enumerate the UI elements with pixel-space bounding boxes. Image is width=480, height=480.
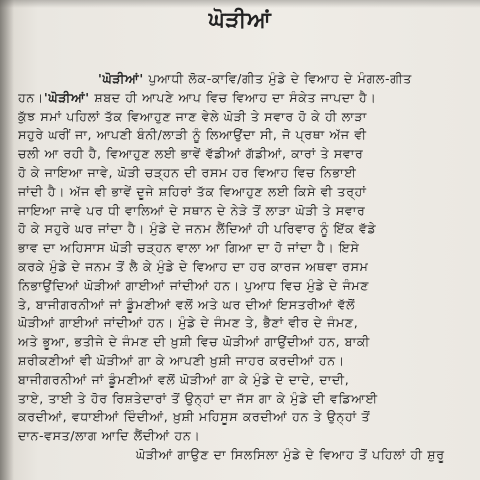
paragraph-line: ਹੋ ਕੇ ਸਹੁਰੇ ਘਰ ਜਾਂਦਾ ਹੈ। ਮੁੰਡੇ ਦੇ ਜਨਮ ਲੈਂਦਿਆਂ ਹੀ ਪਰਿਵਾਰ ਨੂੰ ਇੱਕ ਵੱਡੇ: [18, 221, 377, 237]
body-text: [18, 70, 466, 465]
paragraph-line: ਕਰਦੀਆਂ, ਵਧਾਈਆਂ ਦਿੰਦੀਆਂ, ਖ਼ੁਸ਼ੀ ਮਹਿਸੂਸ ਕਰਦੀਆਂ ਹਨ ਤੇ ਉਨ੍ਹਾਂ ਤੋਂ: [18, 409, 371, 425]
paragraph-line: [18, 89, 466, 108]
paragraph-line: ਤੇ, ਬਾਜੀਗਰਨੀਆਂ ਜਾਂ ਡੂੰਮਣੀਆਂ ਵਲੋਂ ਅਤੇ ਘਰ ਦੀਆਂ ਇਸਤਰੀਆਂ ਵੱਲੋਂ: [18, 296, 356, 312]
bold-term: 'ਘੋੜੀਆਂ': [43, 89, 90, 105]
paragraph-line: ਅਤੇ ਭੂਆ, ਭਤੀਜੇ ਦੇ ਜੰਮਣ ਦੀ ਖ਼ੁਸ਼ੀ ਵਿਚ ਘੋੜੀਆਂ ਗਾਉਂਦੀਆਂ ਹਨ, ਬਾਕੀ: [18, 334, 370, 350]
page-gutter-shadow: [0, 0, 14, 480]
paragraph-line: ਕੁੱਝ ਸਮਾਂ ਪਹਿਲਾਂ ਤੱਕ ਵਿਆਹੁਣ ਜਾਣ ਵੇਲੇ ਘੋੜੀ ਤੇ ਸਵਾਰ ਹੋ ਕੇ ਹੀ ਲਾੜਾ: [18, 108, 367, 124]
paragraph-line: ਤਾਏ, ਤਾਈ ਤੇ ਹੋਰ ਰਿਸ਼ਤੇਦਾਰਾਂ ਤੋਂ ਉਨ੍ਹਾਂ ਦਾ ਜੱਸ ਗਾ ਕੇ ਮੁੰਡੇ ਦੀ ਵਡਿਆਈ: [18, 390, 378, 406]
paragraph-line: ਹੋ ਕੇ ਜਾਇਆ ਜਾਵੇ, ਘੋੜੀ ਚੜ੍ਹਨ ਦੀ ਰਸਮ ਹਰ ਵਿਆਹ ਵਿਚ ਨਿਭਾਈ: [18, 164, 357, 180]
paragraph-line: ਘੋੜੀਆਂ ਗਾਈਆਂ ਜਾਂਦੀਆਂ ਹਨ। ਮੁੰਡੇ ਦੇ ਜੰਮਣ ਤੇ, ਭੈਣਾਂ ਵੀਰ ਦੇ ਜੰਮਣ,: [18, 315, 359, 331]
paragraph-line: ਕਰਕੇ ਮੁੰਡੇ ਦੇ ਜਨਮ ਤੋਂ ਲੈ ਕੇ ਮੁੰਡੇ ਦੇ ਵਿਆਹ ਦਾ ਹਰ ਕਾਰਜ ਅਥਵਾ ਰਸਮ: [18, 258, 369, 274]
page-top-shadow: [0, 0, 480, 8]
line-text: ਪੁਆਧੀ ਲੋਕ-ਕਾਵਿ/ਗੀਤ ਮੁੰਡੇ ਦੇ ਵਿਆਹ ਦੇ ਮੰਗਲ-ਗੀਤ: [148, 71, 412, 86]
line-text: ਹਨ।: [18, 89, 44, 105]
paragraph-line: [18, 70, 466, 89]
line-text: ਸ਼ਬਦ ਹੀ ਆਪਣੇ ਆਪ ਵਿਚ ਵਿਆਹ ਦਾ ਸੰਕੇਤ ਜਾਪਦਾ ਹੈ।: [94, 89, 377, 105]
paragraph-line: ਭਾਵ ਦਾ ਅਹਿਸਾਸ ਘੋੜੀ ਚੜ੍ਹਨ ਵਾਲਾ ਆ ਗਿਆ ਦਾ ਹੋ ਜਾਂਦਾ ਹੈ। ਇਸੇ: [18, 240, 360, 256]
paragraph-line: ਚਲੀ ਆ ਰਹੀ ਹੈ, ਵਿਆਹੁਣ ਲਈ ਭਾਵੇਂ ਵੱਡੀਆਂ ਗੱਡੀਆਂ, ਕਾਰਾਂ ਤੇ ਸਵਾਰ: [18, 146, 364, 162]
paragraph-line: ਜਾਂਦੀ ਹੈ। ਅੱਜ ਵੀ ਭਾਵੇਂ ਦੂਜੇ ਸ਼ਹਿਰਾਂ ਤੱਕ ਵਿਆਹੁਣ ਲਈ ਕਿਸੇ ਵੀ ਤਰ੍ਹਾਂ: [18, 183, 367, 199]
paragraph-line-cut: ਘੋੜੀਆਂ ਗਾਉਣ ਦਾ ਸਿਲਸਿਲਾ ਮੁੰਡੇ ਦੇ ਵਿਆਹ ਤੋਂ ਪਹਿਲਾਂ ਹੀ ਸ਼ੁਰੂ: [136, 446, 445, 462]
paragraph-line: ਸ਼ਰੀਕਣੀਆਂ ਵੀ ਘੋੜੀਆਂ ਗਾ ਕੇ ਆਪਣੀ ਖ਼ੁਸ਼ੀ ਜਾਹਰ ਕਰਦੀਆਂ ਹਨ।: [18, 352, 345, 368]
paragraph-line: ਸਹੁਰੇ ਘਰੀਂ ਜਾ, ਆਪਣੀ ਬੰਨੀ/ਲਾੜੀ ਨੂੰ ਲਿਆਉਂਦਾ ਸੀ, ਜੋ ਪ੍ਰਥਾ ਅੱਜ ਵੀ: [18, 127, 367, 143]
paragraph-line: ਦਾਨ-ਵਸਤ/ਲਾਗ ਆਦਿ ਲੈਂਦੀਆਂ ਹਨ।: [18, 428, 201, 444]
paragraph-line: ਜਾਇਆ ਜਾਵੇ ਪਰ ਧੀ ਵਾਲਿਆਂ ਦੇ ਸਥਾਨ ਦੇ ਨੇੜੇ ਤੋਂ ਲਾੜਾ ਘੋੜੀ ਤੇ ਸਵਾਰ: [18, 202, 366, 218]
paragraph-line: ਬਾਜੀਗਰਨੀਆਂ ਜਾਂ ਡੂੰਮਣੀਆਂ ਵਲੋਂ ਘੋੜੀਆਂ ਗਾ ਕੇ ਮੁੰਡੇ ਦੇ ਦਾਦੇ, ਦਾਦੀ,: [18, 371, 350, 387]
paragraph-line: ਨਿਭਾਉਂਦਿਆਂ ਘੋੜੀਆਂ ਗਾਈਆਂ ਜਾਂਦੀਆਂ ਹਨ। ਪੁਆਧ ਵਿਚ ਮੁੰਡੇ ਦੇ ਜੰਮਣ: [18, 277, 370, 293]
page-title: ਘੋੜੀਆਂ: [208, 8, 272, 33]
bold-term: 'ਘੋੜੀਆਂ': [98, 71, 144, 86]
